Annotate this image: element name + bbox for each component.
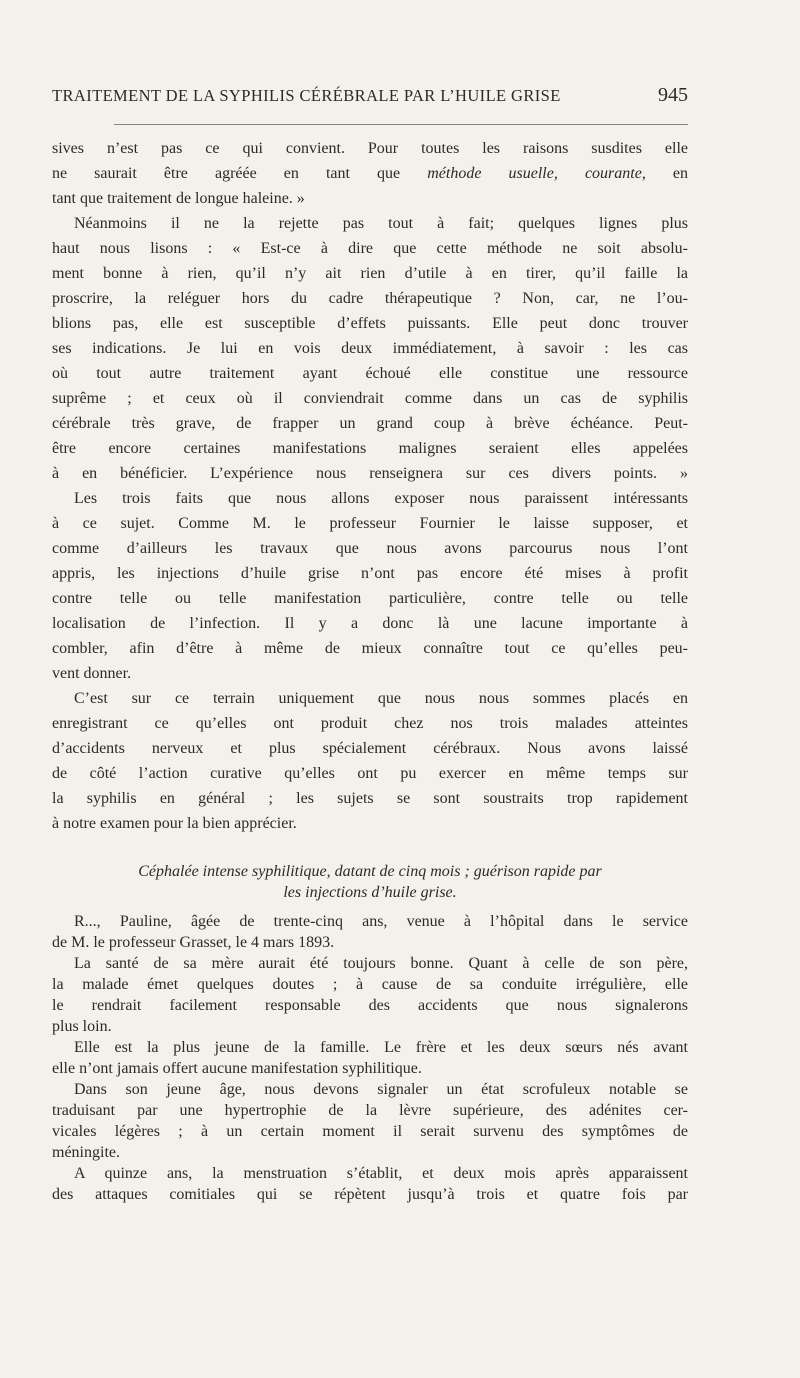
- text-line: à notre examen pour la bien apprécier.: [52, 815, 297, 832]
- text-line: d’accidents nerveux et plus spécialement cérébraux. Nous avons laissé: [52, 740, 688, 757]
- text-line: vent donner.: [52, 665, 132, 682]
- text-line: à ce sujet. Comme M. le professeur Fournier le laisse supposer, et: [52, 515, 688, 532]
- text-line: proscrire, la reléguer hors du cadre thérapeutique ? Non, car, ne l’ou-: [52, 290, 688, 307]
- running-title: TRAITEMENT DE LA SYPHILIS CÉRÉBRALE PAR L’HUILE GRISE: [52, 86, 561, 105]
- text-line: ment bonne à rien, qu’il n’y ait rien d’utile à en tirer, qu’il faille la: [52, 265, 688, 282]
- text-line: Dans son jeune âge, nous devons signaler un état scrofuleux notable se: [74, 1081, 688, 1098]
- text-line: ne saurait être agréée en tant que méthode usuelle, courante, en: [52, 165, 689, 182]
- running-header: [52, 84, 688, 114]
- text-line: la malade émet quelques doutes ; à cause de sa conduite irrégulière, elle: [52, 976, 688, 993]
- text-line: appris, les injections d’huile grise n’ont pas encore été mises à profit: [52, 565, 688, 582]
- text-line: de côté l’action curative qu’elles ont pu exercer en même temps sur: [52, 765, 688, 782]
- text-line: cérébrale très grave, de frapper un grand coup à brève échéance. Peut-: [52, 415, 688, 432]
- text-line: C’est sur ce terrain uniquement que nous nous sommes placés en: [74, 690, 688, 707]
- text-line: sives n’est pas ce qui convient. Pour toutes les raisons susdites elle: [52, 140, 688, 157]
- text-line: localisation de l’infection. Il y a donc là une lacune importante à: [52, 615, 688, 632]
- page-number: 945: [658, 84, 688, 106]
- text-line: la syphilis en général ; les sujets se sont soustraits trop rapidement: [52, 790, 688, 807]
- case-heading: [52, 861, 688, 903]
- text-line: blions pas, elle est susceptible d’effets puissants. Elle peut donc trouver: [52, 315, 688, 332]
- text-line: des attaques comitiales qui se répètent jusqu’à trois et quatre fois par: [52, 1186, 688, 1203]
- main-text: [52, 140, 688, 840]
- text-line: ses indications. Je lui en vois deux immédiatement, à savoir : les cas: [52, 340, 688, 357]
- text-line: Elle est la plus jeune de la famille. Le frère et les deux sœurs nés avant: [74, 1039, 688, 1056]
- text-line: plus loin.: [52, 1018, 112, 1035]
- text-line: de M. le professeur Grasset, le 4 mars 1893.: [52, 934, 335, 951]
- text-line: où tout autre traitement ayant échoué elle constitue une ressource: [52, 365, 688, 382]
- text-line: Les trois faits que nous allons exposer nous paraissent intéressants: [74, 490, 688, 507]
- text-line: haut nous lisons : « Est-ce à dire que cette méthode ne soit absolu-: [52, 240, 688, 257]
- text-line: Néanmoins il ne la rejette pas tout à fait; quelques lignes plus: [74, 215, 688, 232]
- text-line: à en bénéficier. L’expérience nous renseignera sur ces divers points. »: [52, 465, 688, 482]
- text-line: enregistrant ce qu’elles ont produit chez nos trois malades atteintes: [52, 715, 688, 732]
- text-line: vicales légères ; à un certain moment il serait survenu des symptômes de: [52, 1123, 688, 1140]
- text-line: comme d’ailleurs les travaux que nous avons parcourus nous l’ont: [52, 540, 688, 557]
- text-line: méningite.: [52, 1144, 120, 1161]
- text-line: suprême ; et ceux où il conviendrait comme dans un cas de syphilis: [52, 390, 688, 407]
- text-line: le rendrait facilement responsable des accidents que nous signalerons: [52, 997, 688, 1014]
- case-report-text: [52, 913, 688, 1207]
- text-line: traduisant par une hypertrophie de la lèvre supérieure, des adénites cer-: [52, 1102, 688, 1119]
- text-line: La santé de sa mère aurait été toujours bonne. Quant à celle de son père,: [74, 955, 688, 972]
- body-text: [52, 140, 688, 1207]
- text-line: contre telle ou telle manifestation particulière, contre telle ou telle: [52, 590, 688, 607]
- case-heading-line-2: les injections d’huile grise.: [283, 884, 457, 901]
- text-line: tant que traitement de longue haleine. »: [52, 190, 305, 207]
- text-line: R..., Pauline, âgée de trente-cinq ans, venue à l’hôpital dans le service: [74, 913, 688, 930]
- text-line: être encore certaines manifestations malignes seraient elles appelées: [52, 440, 688, 457]
- text-line: A quinze ans, la menstruation s’établit, et deux mois après apparaissent: [74, 1165, 688, 1182]
- text-line: elle n’ont jamais offert aucune manifestation syphilitique.: [52, 1060, 422, 1077]
- header-rule: [114, 124, 688, 125]
- case-heading-line-1: Céphalée intense syphilitique, datant de cinq mois ; guérison rapide par: [138, 863, 602, 880]
- text-line: combler, afin d’être à même de mieux connaître tout ce qu’elles peu-: [52, 640, 688, 657]
